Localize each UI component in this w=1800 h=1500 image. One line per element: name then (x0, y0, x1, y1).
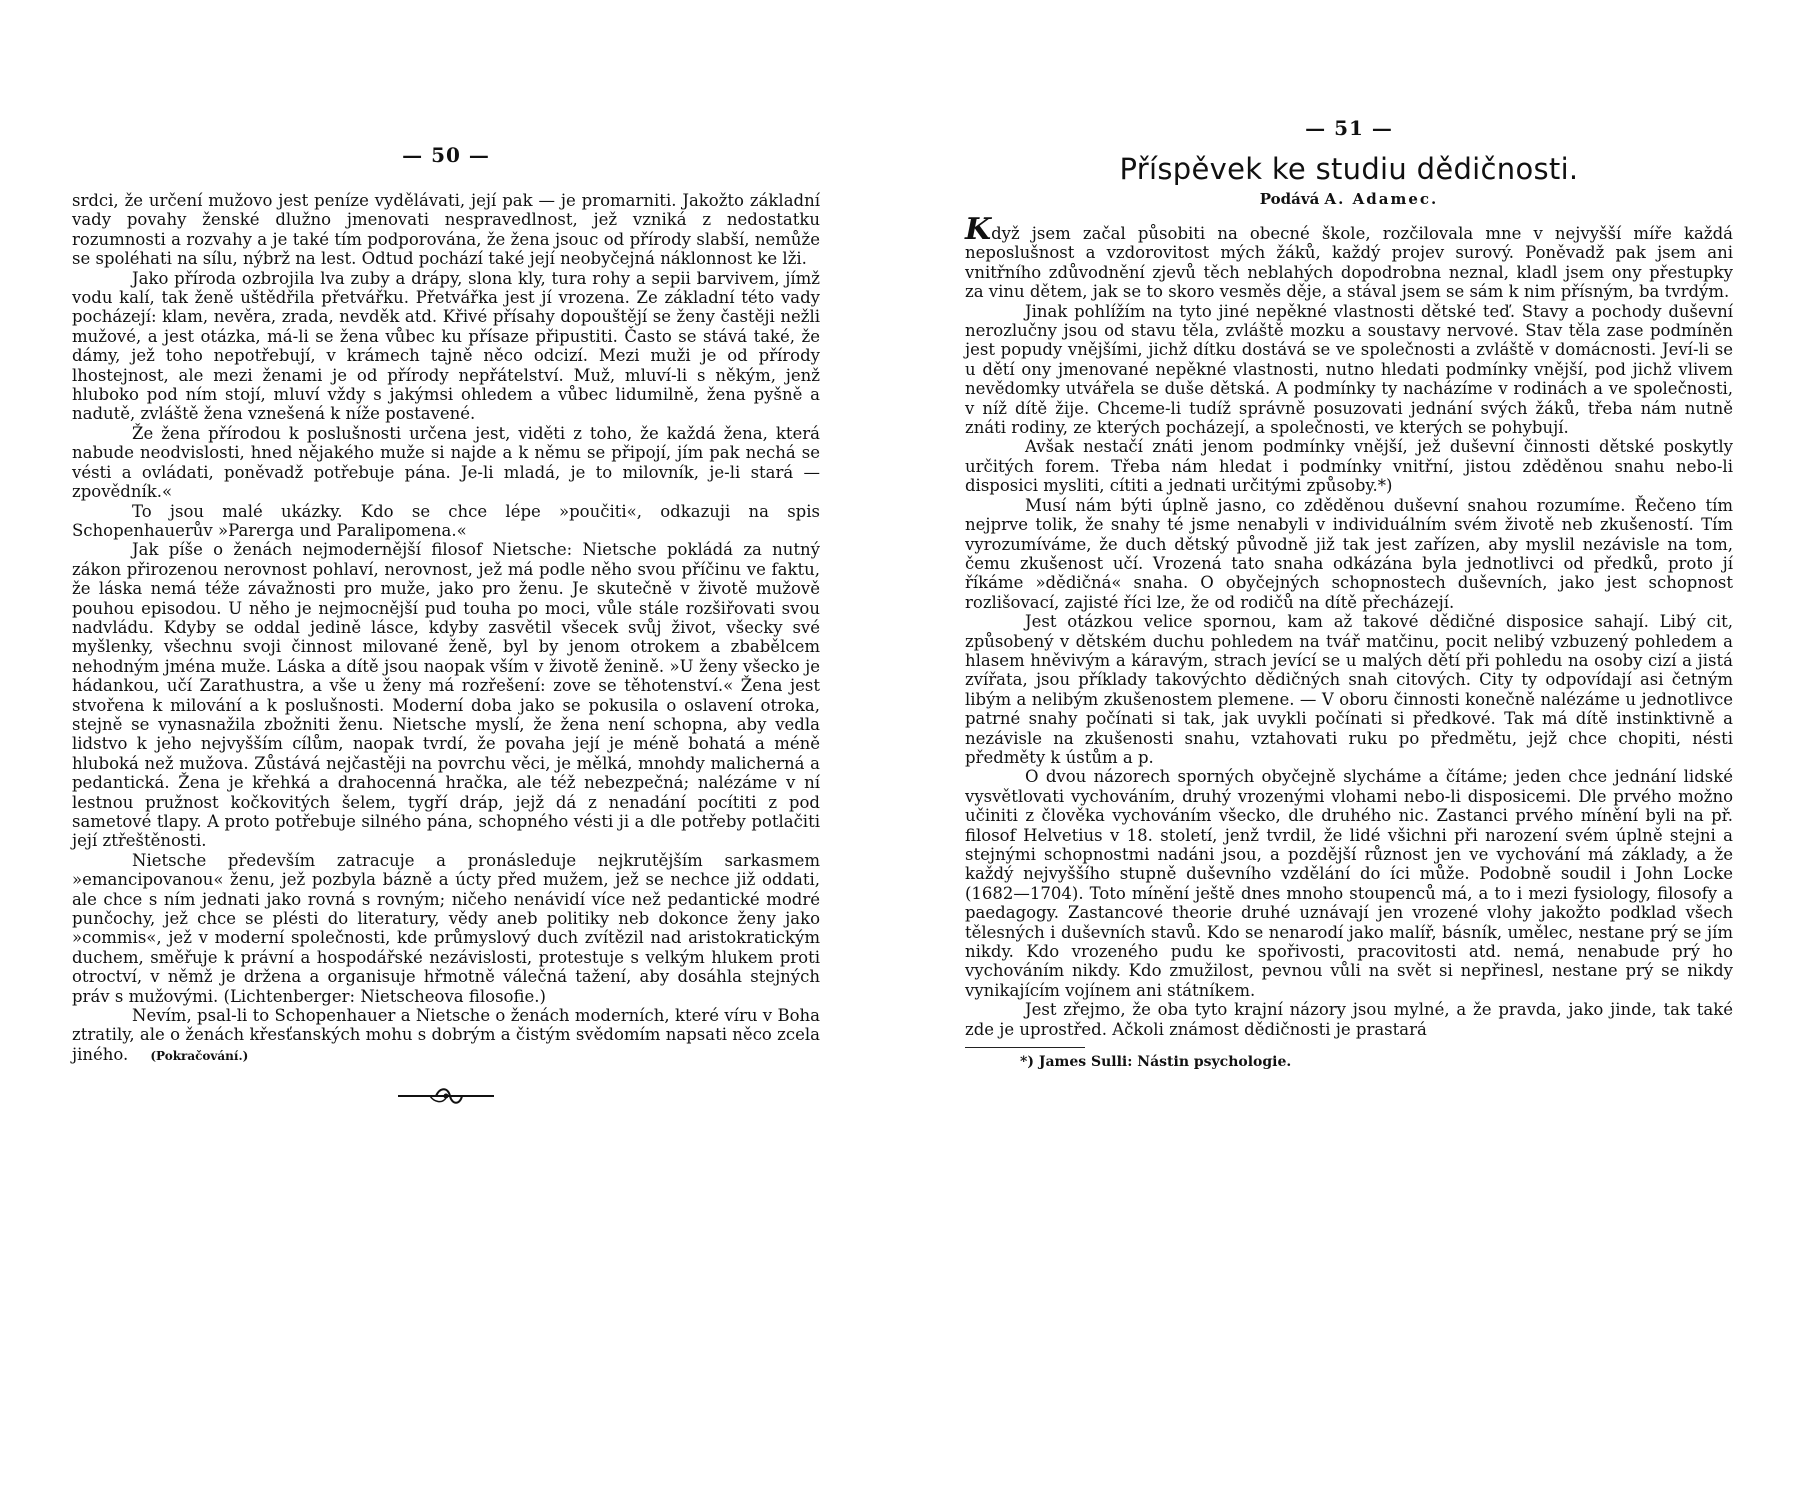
page-number: — 50 — (402, 143, 490, 167)
paragraph: O dvou názorech sporných obyčejně slycháme a čítáme; jeden chce jednání lidské vysvětlovati vychováním, druhý vrozenými vlohami nebo-li disposicemi. Dle prvého možno učiniti z člověka vychováním všecko, dle druhého nic. Zastanci prvého mínění byli na př. filosof Helvetius v 18. století, jenž tvrdil, že lidé všichni při narození svém úplně stejni a stejnými schopnostmi nadáni jsou, a pozdější různost jen ve vychování má základy, a že každý nejvyššího stupně duševního vzdělání do íci může. Podobně soudil i John Locke (1682—1704). Toto mínění ještě dnes mnoho stoupenců má, a to i mezi fysiology, filosofy a paedagogy. Zastancové theorie druhé uznávají jen vrozené vlohy jakožto podklad všech tělesných i duševních stavů. Kdo se nenarodí jako malíř, básník, umělec, nestane prý se jím nikdy. Kdo vrozeného pudu ke spořivosti, pracovitosti atd. nemá, nenabude prý ho vychováním nikdy. Kdo zmužilost, pevnou vůli na svět si nepřinesl, nestane prý se nikdy vynikajícím vojínem ani státníkem. (965, 767, 1733, 1000)
byline-author: A. Adamec. (1324, 190, 1439, 208)
ornament-divider (396, 1084, 496, 1108)
left-page (72, 0, 820, 1500)
paragraph: Jinak pohlížím na tyto jiné nepěkné vlastnosti dětské teď. Stavy a pochody duševní nerozlučny jsou od stavu těla, zvláště mozku a soustavy nervové. Stav těla zase podmíněn jest popudy vnějšími, jichž dítku dostává se ve společnosti a zvláště v domácnosti. Jeví-li se u dětí ony jmenované nepěkné vlastnosti, nutno hledati podmínky vnější, pod jichž vlivem nevědomky utvářela se duše dětská. A podmínky ty nacházíme v rodinách a ve společnosti, v níž dítě žije. Chceme-li tudíž správně posuzovati jednání svých žáků, třeba nám nutně znáti rodiny, ze kterých pocházejí, a společnosti, ve kterých se pohybují. (965, 301, 1733, 438)
paragraph: Musí nám býti úplně jasno, co zděděnou duševní snahou rozumíme. Řečeno tím nejprve tolik, že snahy té jsme nenabyli v individuálním svém životě neb zkušeností. Tím vyrozumíváme, že duch dětský původně již tak jest zařízen, aby myslil nezávisle na tom, čemu zkušenost učí. Vrozená tato snaha odkázána byla jednotlivci od předků, proto jí říkáme »dědičná« snaha. O obyčejných schopnostech duševních, jako jest schopnost rozlišovací, zajisté říci lze, že od rodičů na dítě přecházejí. (965, 495, 1733, 612)
footnote: *) James Sulli: Nástin psychologie. (1020, 1054, 1292, 1071)
paragraph: Avšak nestačí znáti jenom podmínky vnější, jež duševní činnosti dětské poskytly určitých forem. Třeba nám hledat i podmínky vnitřní, jistou zděděnou snahu nebo-li disposici mysliti, cítiti a jednati určitými způsoby.*) (965, 437, 1733, 496)
right-page-body (965, 212, 1733, 1039)
paragraph: To jsou malé ukázky. Kdo se chce lépe »poučiti«, odkazuji na spis Schopenhauerův »Parerga und Paralipomena.« (72, 501, 820, 540)
paragraph: Jako příroda ozbrojila lva zuby a drápy, slona kly, tura rohy a sepii barvivem, jímž vodu kalí, tak ženě uštědřila přetvářku. Přetvářka jest jí vrozena. Ze základní této vady pocházejí: klam, nevěra, zrada, nevděk atd. Křivé přísahy dopouštějí se ženy častěji nežli mužové, a jest otázka, má-li se žena vůbec ku přísaze připustiti. Často se stává také, že dámy, jež toho nepotřebují, v krámech tajně něco odcizí. Mezi muži je od přírody lhostejnost, ale mezi ženami je od přírody nepřátelství. Muž, mluví-li s někým, jenž hluboko pod ním stojí, mluví vždy s jakýmsi ohledem a vůbec lidumilně, žena pyšně a nadutě, zvláště žena vznešená k níže postavené. (72, 268, 820, 424)
paragraph-text: Nevím, psal-li to Schopenhauer a Nietsche o ženách moderních, které víru v Boha ztratily, ale o ženách křesťanských mohu s dobrým a čistým svědomím napsati něco zcela jiného. (72, 1006, 820, 1064)
drop-cap: K (965, 212, 992, 247)
paragraph: Že žena přírodou k poslušnosti určena jest, viděti z toho, že každá žena, která nabude neodvislosti, hned nějakého muže si najde a k němu se připojí, jím pak nechá se vésti a ovládati, poněvadž potřebuje pána. Je-li mladá, je to milovník, je-li stará — zpovědník.« (72, 423, 820, 502)
article-title: Příspěvek ke studiu dědičnosti. (1119, 152, 1579, 186)
byline-prefix: Podává (1259, 190, 1320, 208)
paragraph-text: dyž jsem začal působiti na obecné škole, rozčilovala mne v nejvyšší míře každá neposlušnost a vzdorovitost mých žáků, každý projev surový. Poněvadž pak jsem ani vnitřního zdůvodnění zjevů těch neblahých dopodrobna neznal, kladl jsem ony přestupky za vinu dětem, jak se to skoro vesměs děje, a stával jsem se sám k nim přísným, ba tvrdým. (965, 224, 1733, 302)
right-page (965, 0, 1733, 1500)
paragraph: Jak píše o ženách nejmodernější filosof Nietsche: Nietsche pokládá za nutný zákon přirozenou nerovnost pohlaví, nerovnost, jež má podle něho svou příčinu ve faktu, že láska nemá téže závažnosti pro muže, jako pro ženu. Je skutečně v životě mužově pouhou episodou. U něho je nejmocnější pud touha po moci, vůle stále rozšiřovati svou nadvládu. Kdyby se oddal jedině lásce, kdyby zasvětil všecek svůj život, všecky své myšlenky, všechnu svoji činnost milované ženě, byl by jenom otrokem a zbabělcem nehodným jména muže. Láska a dítě jsou naopak vším v životě ženině. »U ženy všecko je hádankou, učí Zarathustra, a vše u ženy má rozřešení: zove se těhotenství.« Žena jest stvořena k milování a k poslušnosti. Moderní doba jako se pokusila o oslavení otroka, stejně se vynasnažila zbožniti ženu. Nietsche myslí, že žena není schopna, aby vedla lidstvo k jeho nejvyšším cílům, naopak tvrdí, že povaha její je méně bohatá a méně hluboká než mužova. Zůstává nejčastěji na povrchu věci, je mělká, mnohdy malicherná a pedantická. Žena je křehká a drahocenná hračka, ale též nebezpečná; nalézáme v ní lestnou pružnost kočkovitých šelem, tygří dráp, jejž dá z nenadání pocítiti z pod sametové tlapy. A proto potřebuje silného pána, schopného vésti ji a dle potřeby potlačiti její ztřeštěnosti. (72, 540, 820, 851)
footnote-rule (965, 1047, 1085, 1048)
left-page-body (72, 191, 820, 1066)
paragraph: Nietsche především zatracuje a pronásleduje nejkrutějším sarkasmem »emancipovanou« ženu, jež pozbyla bázně a úcty před mužem, jež se nechce již oddati, ale chce s ním jednati jako rovná s rovným; ničeho nenávidí více než pedantické modré punčochy, jež chce se plésti do literatury, vědy aneb politiky neb dokonce ženy jako »commis«, jež v moderní společnosti, kde průmyslový duch zvítězil nad aristokratickým duchem, směřuje k právní a hospodářské nezávislosti, protestuje s velkým hlukem proti otroctví, v němž je držena a organisuje hřmotně válečná tažení, aby dosáhla stejných práv s mužovými. (Lichtenberger: Nietscheova filosofie.) (72, 850, 820, 1006)
continued-label: (Pokračování.) (150, 1048, 249, 1063)
paragraph (965, 212, 1733, 302)
page-number: — 51 — (1305, 116, 1393, 140)
paragraph (72, 1006, 820, 1066)
paragraph: srdci, že určení mužovo jest peníze vydělávati, její pak — je promarniti. Jakožto základní vady povahy ženské dlužno jmenovati nespravedlnost, jež vzniká z nedostatku rozumnosti a rozvahy a je také tím podporována, že žena jsouc od přírody slabší, nemůže se spoléhati na sílu, nýbrž na lest. Odtud pochází také její neobyčejná náklonnost ke lži. (72, 191, 820, 269)
byline (965, 190, 1733, 208)
paragraph: Jest zřejmo, že oba tyto krajní názory jsou mylné, a že pravda, jako jinde, tak také zde je uprostřed. Ačkoli známost dědičnosti je prastará (965, 1000, 1733, 1039)
paragraph: Jest otázkou velice spornou, kam až takové dědičné disposice sahají. Libý cit, způsobený v dětském duchu pohledem na tvář matčinu, pocit nelibý vzbuzený pohledem a hlasem hněvivým a káravým, strach jevící se u malých dětí při pohledu na osoby cizí a jistá zvířata, jsou příklady takovýchto dědičných snah citových. City ty odpovídají asi četným libým a nelibým zkušenostem plemene. — V oboru činnosti konečně nalézáme u jednotlivce patrné snahy počínati si tak, jak uvykli počínati si předkové. Tak má dítě instinktivně a nezávisle na zkušenosti snahu, vztahovati ruku po předmětu, jejž chce chopiti, nésti předměty k ústům a p. (965, 612, 1733, 767)
